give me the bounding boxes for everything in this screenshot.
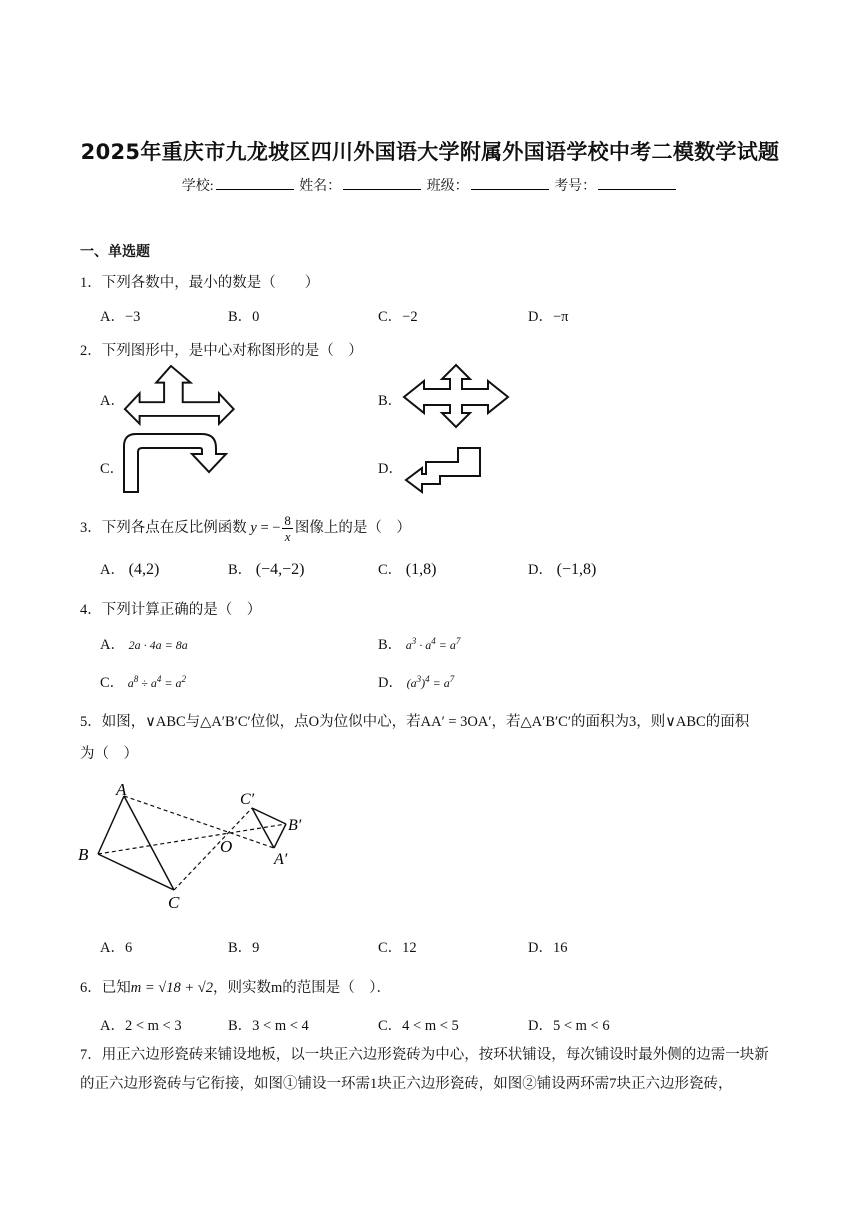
label-B: B xyxy=(78,845,89,864)
name-label: 姓名： xyxy=(299,179,342,194)
label-C: C xyxy=(168,893,180,912)
q2-option-b[interactable]: B． xyxy=(378,393,403,409)
q4-option-c[interactable] xyxy=(100,671,186,692)
q1-option-d[interactable]: D．−π xyxy=(528,309,569,325)
q2-figure-b-arrow-icon xyxy=(400,363,512,429)
section-heading: 一、单选题 xyxy=(80,244,150,260)
q5-stem-line2: 为（ ） xyxy=(80,746,138,762)
q1-option-b[interactable]: B．0 xyxy=(228,309,260,325)
q6-option-c[interactable]: C．4 < m < 5 xyxy=(378,1018,459,1034)
q2-figure-d-arrow-icon xyxy=(402,436,486,494)
q6-stem-pre: 6．已知 xyxy=(80,980,131,996)
q4-option-a-label: A． xyxy=(100,637,125,653)
number-label: 考号： xyxy=(554,179,597,194)
q6-expr: m = √18 + √2 xyxy=(130,980,213,996)
q3-fraction xyxy=(282,513,293,544)
q4-option-a-expr: 2a · 4a = 8a xyxy=(128,638,188,652)
label-A: A xyxy=(116,780,127,799)
q3-option-b-value: (−4,−2) xyxy=(255,561,305,578)
q2-stem: 2．下列图形中，是中心对称图形的是（ ） xyxy=(80,343,363,359)
q3-option-a[interactable] xyxy=(100,558,159,579)
student-info xyxy=(0,175,860,195)
q6-option-b[interactable]: B．3 < m < 4 xyxy=(228,1018,309,1034)
q3-option-c-label: C． xyxy=(378,562,403,578)
q2-figure-a-arrow-icon xyxy=(118,365,236,427)
label-O: O xyxy=(220,837,233,856)
q4-option-d-label: D． xyxy=(378,675,403,691)
q3-option-a-label: A． xyxy=(100,562,125,578)
q3-option-b[interactable] xyxy=(228,558,305,579)
q5-option-a[interactable]: A．6 xyxy=(100,940,133,956)
q4-option-b-label: B． xyxy=(378,637,403,653)
q6-option-d[interactable]: D．5 < m < 6 xyxy=(528,1018,610,1034)
q2-figure-c-arrow-icon xyxy=(120,432,230,494)
q3-frac-num: 8 xyxy=(284,513,291,528)
q4-option-a[interactable] xyxy=(100,633,188,654)
q6-option-a[interactable]: A．2 < m < 3 xyxy=(100,1018,182,1034)
q5-option-b[interactable]: B．9 xyxy=(228,940,260,956)
number-blank[interactable] xyxy=(598,177,676,190)
label-C-prime: C′ xyxy=(240,791,255,808)
label-B-prime: B′ xyxy=(288,817,302,834)
q5-similar-triangles-figure xyxy=(76,778,326,918)
q4-option-c-label: C． xyxy=(100,675,125,691)
q5-option-c[interactable]: C．12 xyxy=(378,940,417,956)
q4-option-c-expr: $a^8 \div a^4 = a^2$ xyxy=(127,674,186,690)
q6-stem xyxy=(80,976,391,997)
q5-stem-line1: 5．如图，∨ABC与△A′B′C′位似，点O为位似中心，若AA′ = 3OA′，若△A′B′C′的面积为3，则∨ABC的面积 xyxy=(80,714,750,730)
q2-option-a[interactable]: A． xyxy=(100,393,125,409)
q4-stem: 4．下列计算正确的是（ ） xyxy=(80,602,262,618)
q7-text: 7．用正六边形瓷砖来铺设地板，以一块正六边形瓷砖为中心，按环状铺设，每次铺设时最外侧的边需一块新的正六边形瓷砖与它衔接，如图①铺设一环需1块正六边形瓷砖，如图②铺设两环需7块正六边形瓷砖， xyxy=(80,1047,769,1092)
q4-option-d[interactable] xyxy=(378,671,454,692)
q2-option-d[interactable]: D． xyxy=(378,461,403,477)
school-label: 学校: xyxy=(181,179,214,194)
q3-stem-pre: 3．下列各点在反比例函数 xyxy=(80,519,247,536)
q1-option-a[interactable]: A．−3 xyxy=(100,309,141,325)
page-title: 2025年重庆市九龙坡区四川外国语大学附属外国语学校中考二模数学试题 xyxy=(80,140,780,164)
class-blank[interactable] xyxy=(471,177,549,190)
q2-option-c[interactable]: C． xyxy=(100,461,125,477)
q3-option-a-value: (4,2) xyxy=(128,561,160,578)
name-blank[interactable] xyxy=(343,177,421,190)
q1-stem: 1．下列各数中，最小的数是（ ） xyxy=(80,275,320,291)
q3-option-d-label: D． xyxy=(528,562,553,578)
q6-stem-post: ，则实数m的范围是（ ）． xyxy=(212,980,391,996)
q1-option-c[interactable]: C．−2 xyxy=(378,309,418,325)
label-A-prime: A′ xyxy=(274,851,288,868)
q4-option-b-expr: $a^3 \cdot a^4 = a^7$ xyxy=(405,636,461,652)
q5-option-d[interactable]: D．16 xyxy=(528,940,568,956)
q3-frac-den: x xyxy=(284,529,291,544)
q4-option-d-expr: $(a^3)^4 = a^7$ xyxy=(406,674,455,690)
q3-option-d-value: (−1,8) xyxy=(556,561,597,578)
q3-option-d[interactable] xyxy=(528,558,596,579)
q3-func-y: y xyxy=(250,519,257,536)
q3-option-b-label: B． xyxy=(228,562,253,578)
q3-func-eq: = − xyxy=(260,519,281,536)
class-label: 班级： xyxy=(426,179,469,194)
q4-option-b[interactable] xyxy=(378,633,460,654)
q3-option-c[interactable] xyxy=(378,558,436,579)
q3-stem-post: 图像上的是（ ） xyxy=(294,519,411,536)
school-blank[interactable] xyxy=(216,177,294,190)
q3-option-c-value: (1,8) xyxy=(405,561,437,578)
q3-stem xyxy=(80,513,411,544)
